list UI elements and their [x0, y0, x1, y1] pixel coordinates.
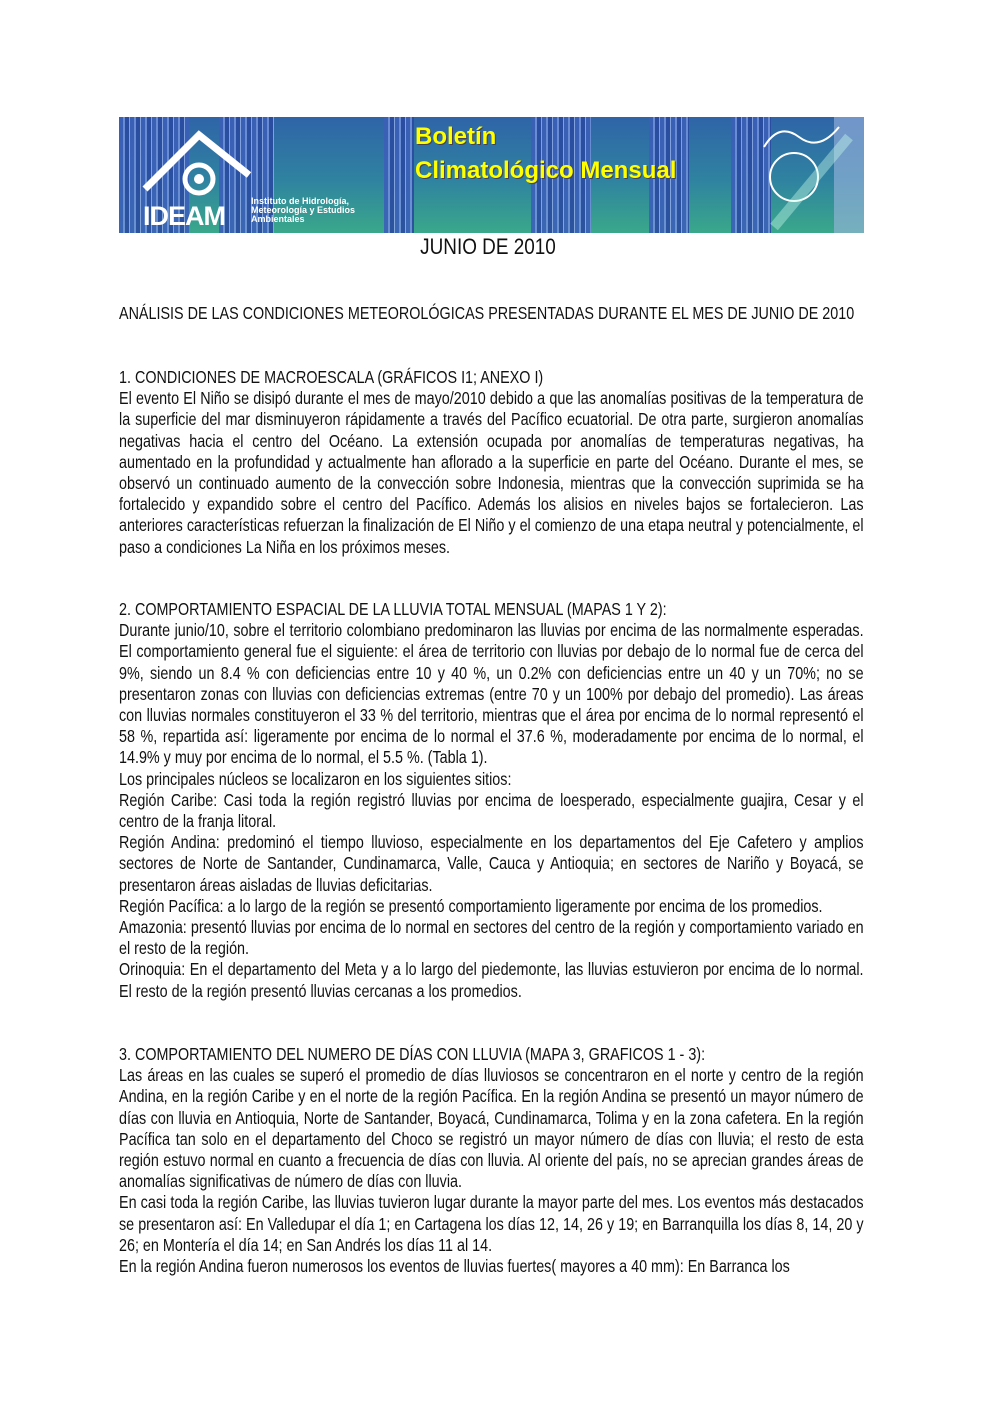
- document-title: JUNIO DE 2010: [420, 234, 556, 259]
- section-1: [119, 367, 864, 558]
- paragraph: El evento El Niño se disipó durante el mes de mayo/2010 debido a que las anomalías positivas de la temperatura de la superficie del mar disminuyeron rápidamente a través del Pacífico ecuatorial. De otra parte, surgieron anomalías negativas hacia el centro del Océano. La extensión ocupada por anomalías de temperaturas negativas, ha aumentado en la profundidad y actualmente han aflorado a la superficie en parte del Océano. Durante el mes, se observó un continuado aumento de la convección sobre Indonesia, mientras que la convección suprimida se ha fortalecido y expandido sobre el centro del Pacífico. Además los alisios en niveles bajos se fortalecieron. Las anteriores características refuerzan la finalización de El Niño y el comienzo de una etapa neutral y potencialmente, el paso a condiciones La Niña en los próximos meses.: [119, 388, 864, 557]
- section-heading: 3. COMPORTAMIENTO DEL NUMERO DE DÍAS CON LLUVIA (MAPA 3, GRAFICOS 1 - 3):: [119, 1044, 706, 1064]
- paragraph: Los principales núcleos se localizaron en los siguientes sitios:: [119, 768, 512, 789]
- paragraph: Durante junio/10, sobre el territorio colombiano predominaron las lluvias por encima de las normalmente esperadas. El comportamiento general fue el siguiente: el área de territorio con lluvias por debajo de lo normal fue de cerca del 9%, siendo un 8.4 % con deficiencias entre 10 y 40 %, un 0.2% con deficiencias entre un 40 y un 70%; no se presentaron zonas con lluvias con deficiencias extremas (entre 70 y un 100% por debajo del promedio). Las áreas con lluvias normales constituyeron el 33 % del territorio, mientras que el área por encima de lo normal representó el 58 %, repartida así: ligeramente por encima de lo normal el 37.6 %, moderadamente por encima de lo normal, el 14.9% y muy por encima de lo normal, el 5.5 %. (Tabla 1).: [119, 620, 864, 768]
- main-heading: ANÁLISIS DE LAS CONDICIONES METEOROLÓGICAS PRESENTADAS DURANTE EL MES DE JUNIO DE 2010: [119, 303, 855, 323]
- paragraph: Región Caribe: Casi toda la región registró lluvias por encima de loesperado, especialmente guajira, Cesar y el centro de la franja litoral.: [119, 789, 864, 832]
- banner-title-line2: Climatológico Mensual: [415, 157, 677, 184]
- paragraph: Región Andina: predominó el tiempo lluvioso, especialmente en los departamentos del Eje Cafetero y amplios sectores de Norte de Santander, Cundinamarca, Valle, Cauca y Antioquia; en sectores de Nariño y Boyacá, se presentaron áreas aisladas de lluvias deficitarias.: [119, 832, 864, 895]
- bulletin-banner: [119, 117, 864, 233]
- paragraph: Amazonia: presentó lluvias por encima de lo normal en sectores del centro de la región y comportamiento variado en el resto de la región.: [119, 917, 864, 959]
- institute-name: Instituto de Hidrología, Meteorología y Estudios Ambientales: [251, 196, 356, 224]
- ideam-logo-icon: [137, 127, 257, 197]
- section-3: [119, 1044, 864, 1277]
- paragraph: Región Pacífica: a lo largo de la región se presentó comportamiento ligeramente por encima de los promedios.: [119, 895, 823, 916]
- paragraph: Orinoquia: En el departamento del Meta y a lo largo del piedemonte, las lluvias estuvieron por encima de lo normal. El resto de la región presentó lluvias cercanas a los promedios.: [119, 959, 864, 1001]
- decorative-swirl-icon: [754, 117, 864, 233]
- paragraph: En la región Andina fueron numerosos los eventos de lluvias fuertes( mayores a 40 mm): En Barranca los: [119, 1256, 790, 1277]
- section-heading: 2. COMPORTAMIENTO ESPACIAL DE LA LLUVIA TOTAL MENSUAL (MAPAS 1 Y 2):: [119, 599, 667, 619]
- section-2: [119, 599, 864, 1002]
- paragraph: Las áreas en las cuales se superó el promedio de días lluviosos se concentraron en el norte y centro de la región Andina, en la región Caribe y en el norte de la región Pacífica. En la región Andina se presentó un mayor número de días con lluvia en Antioquia, Norte de Santander, Boyacá, Cundinamarca, Tolima y en la zona cafetera. En la región Pacífica tan solo en el departamento del Choco se registró un mayor número de días con lluvia; el resto de esta región estuvo normal en cuanto a frecuencia de días con lluvia. Al oriente del país, no se aprecian grandes áreas de anomalías significativas de número de días con lluvia.: [119, 1065, 864, 1192]
- banner-title-line1: Boletín: [415, 123, 497, 150]
- ideam-logo-text: IDEAM: [143, 201, 225, 231]
- section-heading: 1. CONDICIONES DE MACROESCALA (GRÁFICOS I1; ANEXO I): [119, 367, 544, 387]
- paragraph: En casi toda la región Caribe, las lluvias tuvieron lugar durante la mayor parte del mes. Los eventos más destacados se presentaron así: En Valledupar el día 1; en Cartagena los días 12, 14, 26 y 19; en Barranquilla los días 8, 14, 20 y 26; en Montería el día 14; en San Andrés los días 11 al 14.: [119, 1192, 864, 1255]
